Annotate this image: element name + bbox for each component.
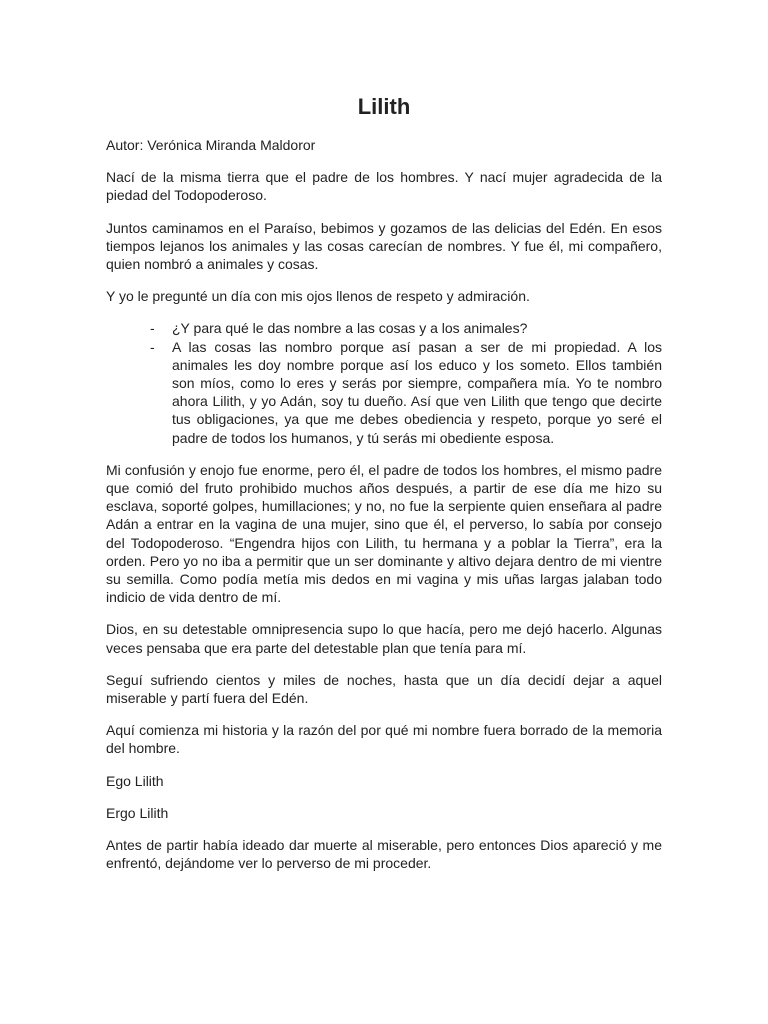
paragraph: Antes de partir había ideado dar muerte al miserable, pero entonces Dios apareció y me enfrentó, dejándome ver lo perverso de mi proceder. [106,837,662,872]
paragraph: Y yo le pregunté un día con mis ojos llenos de respeto y admiración. [106,288,530,305]
document-author: Autor: Verónica Miranda Maldoror [106,137,316,153]
paragraph: Seguí sufriendo cientos y miles de noches, hasta que un día decidí dejar a aquel miserable y partí fuera del Edén. [106,671,662,707]
dialogue-list [106,319,662,446]
document-title: Lilith [357,94,411,119]
dialogue-dash: - [150,320,155,337]
dialogue-text: ¿Y para qué le das nombre a las cosas y a los animales? [172,320,528,337]
paragraph: Juntos caminamos en el Paraíso, bebimos y gozamos de las delicias del Edén. En esos tiempos lejanos los animales y las cosas carecían de nombres. Y fue él, mi compañero, quien nombró a animales y cosas. [106,219,662,273]
document-page [106,92,662,887]
paragraph: Nací de la misma tierra que el padre de los hombres. Y nací mujer agradecida de la piedad del Todopoderoso. [106,169,662,204]
paragraph: Mi confusión y enojo fue enorme, pero él, el padre de todos los hombres, el mismo padre que comió del fruto prohibido muchos años después, a partir de ese día me hizo su esclava, soporté golpes, humillaciones; y no, no fue la serpiente quien enseñara al padre Adán a entrar en la vagina de una mujer, sino que él, el perverso, lo sabía por consejo del Todopoderoso. “Engendra hijos con Lilith, tu hermana y a poblar la Tierra”, era la orden. Pero yo no iba a permitir que un ser dominante y altivo dejara dentro de mi vientre su semilla. Como podía metía mis dedos en mi vagina y mis uñas largas jalaban todo indicio de vida dentro de mí. [106,461,662,606]
paragraph: Ergo Lilith [106,804,169,821]
paragraph: Dios, en su detestable omnipresencia supo lo que hacía, pero me dejó hacerlo. Algunas veces pensaba que era parte del detestable plan que tenía para mí. [106,621,662,656]
paragraph: Aquí comienza mi historia y la razón del por qué mi nombre fuera borrado de la memoria del hombre. [106,722,662,757]
dialogue-item [150,338,662,447]
paragraph: Ego Lilith [106,772,164,789]
dialogue-text: A las cosas las nombro porque así pasan a ser de mi propiedad. A los animales les doy nombre porque así los educo y los someto. Ellos también son míos, como lo eres y serás por siempre, compañera mía. Yo te nombro ahora Lilith, y yo Adán, soy tu dueño. Así que ven Lilith que tengo que decirte tus obligaciones, ya que me debes obediencia y respeto, porque yo seré el padre de todos los humanos, y tú serás mi obediente esposa. [172,338,662,446]
dialogue-item [150,319,662,337]
dialogue-dash: - [150,338,155,355]
